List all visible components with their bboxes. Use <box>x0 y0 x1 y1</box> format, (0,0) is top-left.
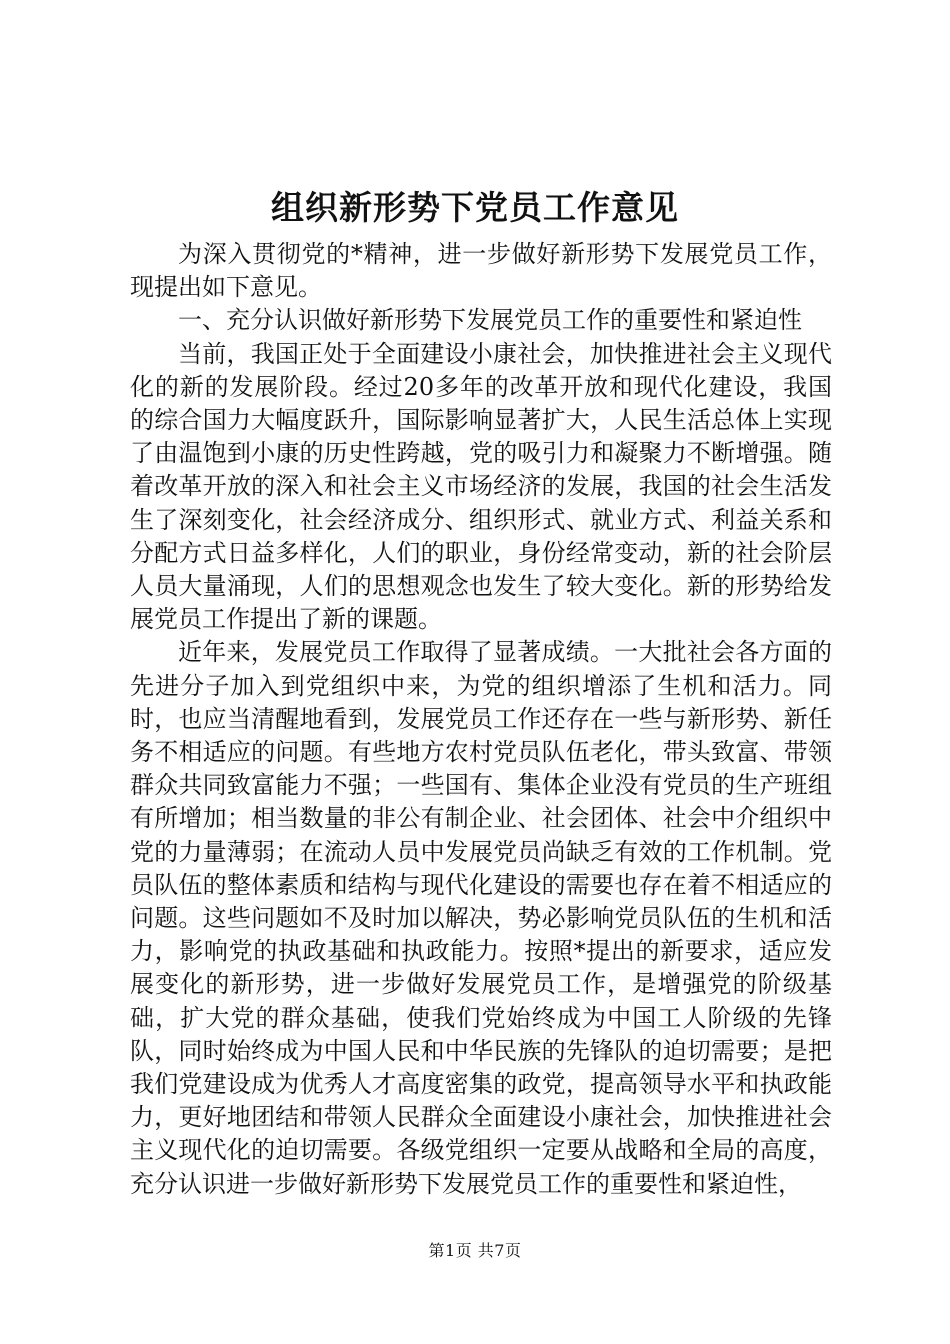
page-number-footer: 第1页 共7页 <box>428 1241 522 1260</box>
document-body <box>130 238 832 1201</box>
body-paragraph: 近年来，发展党员工作取得了显著成绩。一大批社会各方面的先进分子加入到党组织中来，为党的组织增添了生机和活力。同时，也应当清醒地看到，发展党员工作还存在一些与新形势、新任务不相适应的问题。有些地方农村党员队伍老化，带头致富、带领群众共同致富能力不强；一些国有、集体企业没有党员的生产班组有所增加；相当数量的非公有制企业、社会团体、社会中介组织中党的力量薄弱；在流动人员中发展党员尚缺乏有效的工作机制。党员队伍的整体素质和结构与现代化建设的需要也存在着不相适应的问题。这些问题如不及时加以解决，势必影响党员队伍的生机和活力，影响党的执政基础和执政能力。按照*提出的新要求，适应发展变化的新形势，进一步做好发展党员工作，是增强党的阶级基础，扩大党的群众基础，使我们党始终成为中国工人阶级的先锋队，同时始终成为中国人民和中华民族的先锋队的迫切需要；是把我们党建设成为优秀人才高度密集的政党，提高领导水平和执政能力，更好地团结和带领人民群众全面建设小康社会，加快推进社会主义现代化的迫切需要。各级党组织一定要从战略和全局的高度，充分认识进一步做好新形势下发展党员工作的重要性和紧迫性， <box>130 638 832 1198</box>
intro-paragraph: 为深入贯彻党的*精神，进一步做好新形势下发展党员工作，现提出如下意见。 <box>130 240 832 302</box>
document-title: 组织新形势下党员工作意见 <box>271 188 679 227</box>
section-heading: 一、充分认识做好新形势下发展党员工作的重要性和紧迫性 <box>178 306 802 335</box>
body-paragraph: 当前，我国正处于全面建设小康社会，加快推进社会主义现代化的新的发展阶段。经过20多年的改革开放和现代化建设，我国的综合国力大幅度跃升，国际影响显著扩大，人民生活总体上实现了由温饱到小康的历史性跨越，党的吸引力和凝聚力不断增强。随着改革开放的深入和社会主义市场经济的发展，我国的社会生活发生了深刻变化，社会经济成分、组织形式、就业方式、利益关系和分配方式日益多样化，人们的职业，身份经常变动，新的社会阶层人员大量涌现，人们的思想观念也发生了较大变化。新的形势给发展党员工作提出了新的课题。 <box>130 339 832 634</box>
